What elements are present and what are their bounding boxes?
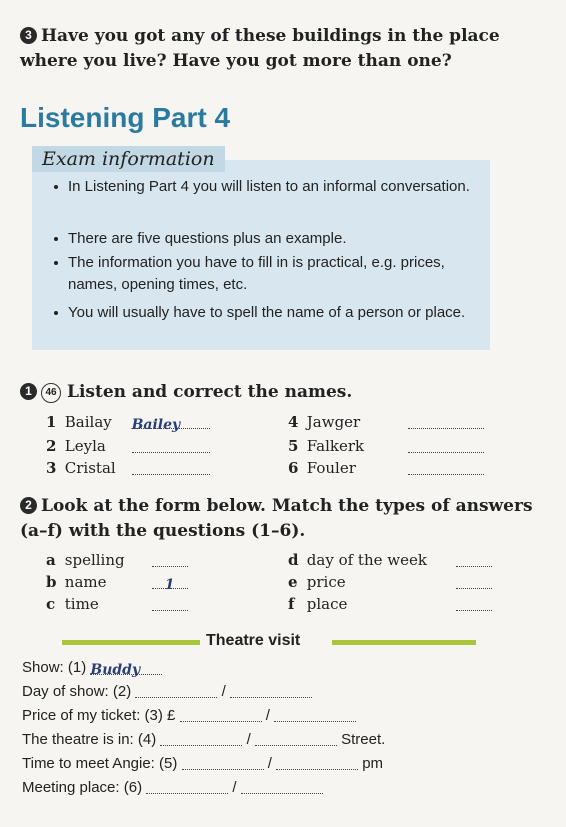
answer-type-item: e price: [288, 572, 492, 592]
answer-type-item: c time: [46, 594, 188, 614]
name-item: 3 Cristal: [46, 458, 210, 478]
form-row-time: Time to meet Angie: (5) / pm: [22, 755, 384, 772]
question-1-text: Listen and correct the names.: [67, 382, 353, 402]
form-answer-blank[interactable]: [276, 755, 358, 770]
question-number-2: 2: [20, 497, 37, 514]
answer-blank[interactable]: [456, 552, 492, 567]
answer-type-item: b name 1: [46, 572, 188, 592]
form-answer-blank[interactable]: [182, 755, 264, 770]
answer-blank[interactable]: [152, 552, 188, 567]
form-row-day: Day of show: (2) /: [22, 682, 312, 702]
title-bar-left: [62, 640, 200, 645]
form-title: Theatre visit: [206, 632, 301, 649]
answer-type-item: d day of the week: [288, 550, 492, 570]
form-answer-blank[interactable]: [146, 779, 228, 794]
question-number-3: 3: [20, 27, 37, 44]
form-answer-blank[interactable]: [135, 683, 217, 698]
exam-bullet-4: You will usually have to spell the name of a person or place.: [68, 302, 478, 324]
question-3: [20, 24, 540, 74]
form-answer-blank[interactable]: [274, 707, 356, 722]
name-item: 4 Jawger: [288, 412, 484, 432]
form-answer-blank[interactable]: [160, 731, 242, 746]
answer-blank[interactable]: [408, 414, 484, 429]
form-row-street: The theatre is in: (4) / Street.: [22, 731, 386, 748]
question-3-text: Have you got any of these buildings in the place where you live? Have you got more than one?: [20, 26, 500, 71]
form-answer-blank[interactable]: [230, 683, 312, 698]
form-answer-blank[interactable]: Buddy: [90, 660, 162, 675]
title-bar-right: [332, 640, 476, 645]
name-item: 2 Leyla: [46, 436, 210, 456]
name-item: 6 Fouler: [288, 458, 484, 478]
answer-blank[interactable]: [132, 438, 210, 453]
answer-blank[interactable]: [152, 596, 188, 611]
answer-blank[interactable]: Bailey: [132, 414, 210, 429]
answer-type-item: a spelling: [46, 550, 188, 570]
exam-bullet-1: In Listening Part 4 you will listen to an informal conversation.: [68, 176, 478, 198]
exam-bullet-3: The information you have to fill in is practical, e.g. prices, names, opening times, etc.: [68, 252, 478, 296]
answer-blank[interactable]: [456, 574, 492, 589]
answer-blank[interactable]: [408, 438, 484, 453]
form-answer-blank[interactable]: [255, 731, 337, 746]
question-1: [20, 380, 352, 405]
answer-type-item: f place: [288, 594, 492, 614]
name-item: 1 Bailay Bailey: [46, 412, 210, 432]
form-answer-blank[interactable]: [180, 707, 262, 722]
question-2-text: Look at the form below. Match the types of answers (a–f) with the questions (1–6).: [20, 496, 533, 541]
audio-track-icon: 46: [41, 383, 61, 403]
form-row-show: Show: (1) Buddy: [22, 658, 162, 678]
answer-blank[interactable]: [132, 460, 210, 475]
answer-blank[interactable]: [408, 460, 484, 475]
name-item: 5 Falkerk: [288, 436, 484, 456]
form-row-meeting: Meeting place: (6) /: [22, 778, 323, 798]
exam-info-title: Exam information: [32, 146, 225, 172]
answer-blank[interactable]: 1: [152, 574, 188, 589]
question-2: [20, 494, 540, 544]
answer-blank[interactable]: [456, 596, 492, 611]
form-row-price: Price of my ticket: (3) £ /: [22, 706, 356, 726]
part-title: Listening Part 4: [20, 102, 231, 133]
question-number-1: 1: [20, 383, 37, 400]
exam-bullet-2: There are five questions plus an example.: [68, 228, 478, 250]
form-answer-blank[interactable]: [241, 779, 323, 794]
